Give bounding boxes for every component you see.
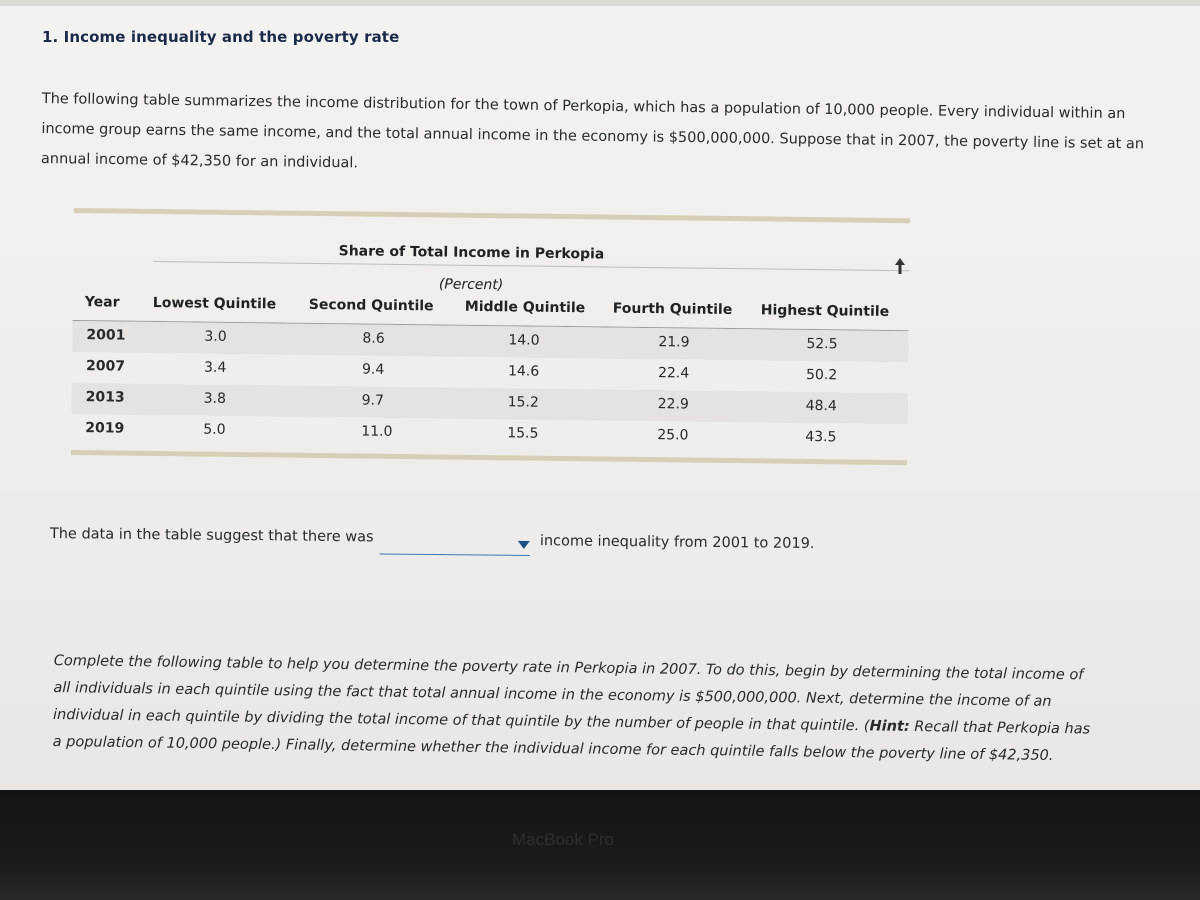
instructions-text-start: Complete the following table to help you determine the poverty rate in Perkopia in 2007. To do this, begin by determining the total income of all individuals in each quintile using the fact that total annual income in the economy is $500,000,000. Next, determine the income of an individual in each quintile by dividing the total income of that quintile by the number of people in that quintile. ( bbox=[52, 652, 1084, 735]
highest-cell: 43.5 bbox=[805, 428, 837, 446]
column-header-middle: Middle Quintile bbox=[464, 298, 586, 317]
table-title: Share of Total Income in Perkopia bbox=[338, 243, 605, 263]
fourth-cell: 22.9 bbox=[657, 396, 689, 413]
question-heading: 1. Income inequality and the poverty rate bbox=[42, 28, 400, 46]
lowest-cell: 3.4 bbox=[203, 359, 227, 376]
highest-cell: 50.2 bbox=[805, 366, 838, 384]
top-bar bbox=[0, 0, 1200, 6]
year-cell: 2013 bbox=[85, 389, 125, 406]
column-header-highest: Highest Quintile bbox=[760, 302, 890, 320]
sentence-prefix: The data in the table suggest that there was bbox=[49, 526, 374, 546]
instructions-text-end: Recall that Perkopia has a population of 10,000 people.) Finally, determine whether the individual income for each quintile falls below the poverty line of $42,350. bbox=[52, 718, 1091, 764]
lowest-cell: 3.8 bbox=[203, 390, 227, 407]
column-header-year: Year bbox=[84, 294, 120, 311]
middle-cell: 15.5 bbox=[507, 425, 539, 442]
middle-cell: 15.2 bbox=[507, 394, 539, 411]
table-subtitle: (Percent) bbox=[438, 276, 504, 294]
second-cell: 9.7 bbox=[361, 392, 385, 409]
chevron-down-icon[interactable] bbox=[518, 541, 530, 549]
column-header-second: Second Quintile bbox=[308, 296, 434, 315]
fourth-cell: 21.9 bbox=[658, 334, 690, 351]
column-header-lowest: Lowest Quintile bbox=[152, 294, 277, 313]
question-intro: The following table summarizes the income distribution for the town of Perkopia, which has a population of 10,000 people. Every individual within an income group earns the same income, and the total annual income in the economy is $500,000,000. Suppose that in 2007, the poverty line is set at an annual income of $42,350 for an individual. bbox=[40, 90, 1145, 172]
device-label: MacBook Pro bbox=[512, 830, 615, 849]
column-header-fourth: Fourth Quintile bbox=[612, 300, 733, 319]
inequality-dropdown[interactable] bbox=[380, 535, 530, 556]
second-cell: 11.0 bbox=[361, 423, 393, 440]
year-cell: 2007 bbox=[85, 358, 126, 375]
year-cell: 2001 bbox=[86, 327, 126, 344]
highest-cell: 52.5 bbox=[806, 335, 838, 353]
second-cell: 9.4 bbox=[361, 361, 385, 378]
highest-cell: 48.4 bbox=[805, 397, 837, 415]
sentence-suffix: income inequality from 2001 to 2019. bbox=[539, 533, 815, 553]
year-cell: 2019 bbox=[85, 420, 125, 437]
lowest-cell: 3.0 bbox=[204, 328, 227, 345]
inequality-sentence bbox=[49, 526, 830, 553]
income-share-table bbox=[74, 208, 914, 446]
hint-label: Hint: bbox=[869, 718, 910, 735]
second-cell: 8.6 bbox=[362, 330, 385, 347]
fourth-cell: 25.0 bbox=[657, 427, 689, 444]
fourth-cell: 22.4 bbox=[657, 365, 690, 382]
laptop-bezel bbox=[0, 790, 1200, 900]
middle-cell: 14.6 bbox=[507, 363, 540, 380]
lowest-cell: 5.0 bbox=[203, 421, 226, 438]
instructions-paragraph bbox=[52, 648, 1103, 771]
table-top-rule bbox=[74, 208, 910, 223]
mouse-pointer-icon bbox=[895, 258, 905, 274]
middle-cell: 14.0 bbox=[508, 332, 540, 349]
